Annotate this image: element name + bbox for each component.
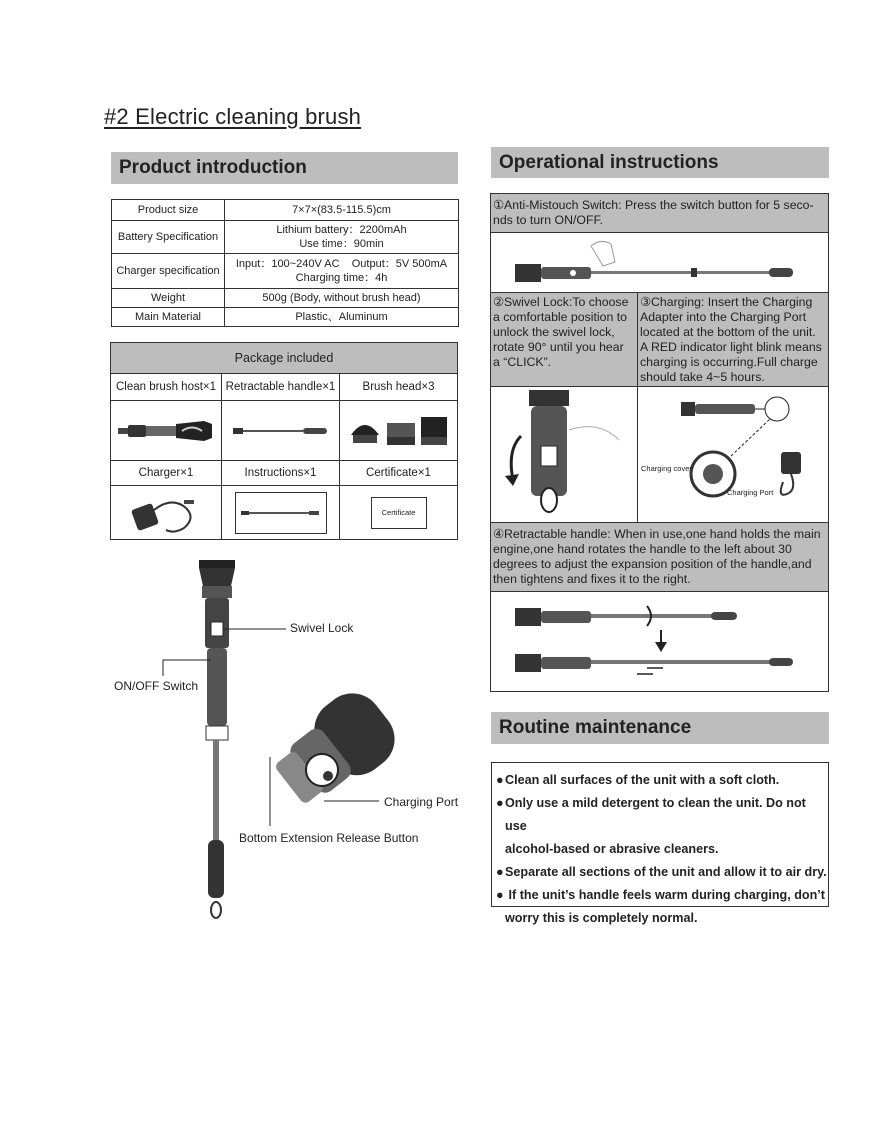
operational-heading [491,147,829,178]
step2-line: a comfortable position to [493,310,627,324]
charging-port-part [306,754,338,786]
step3-line: charging is occurring.Full charge [640,355,818,369]
pole [591,271,771,274]
list-item [496,769,828,792]
package-item-label: Brush head×3 [340,374,457,401]
operational-panel [490,193,829,692]
port-zoom-circle [765,397,789,421]
handle-bottom [208,840,224,898]
pole-joint [691,268,697,277]
brush-head [515,654,541,672]
bullet: ● [496,796,504,810]
step4-line: engine,one hand rotates the handle to the left about 30 [493,542,792,556]
bullet: ● [496,888,504,902]
spec-value: Plastic、Aluminum [225,308,459,327]
adapter-cable [781,474,794,495]
pole-short [591,614,731,618]
step2-text [493,295,628,370]
step1-text [493,198,814,228]
maintenance-line: alcohol-based or abrasive cleaners. [505,842,719,856]
handle-end [711,612,737,620]
list-item [496,792,828,861]
brush-head [681,402,695,416]
maintenance-line: worry this is completely normal. [505,911,698,925]
divider [491,591,828,592]
handle-end [769,658,793,666]
brush-head-top [199,560,235,568]
brush-collar [202,586,232,598]
port-closeup-center [703,464,723,484]
step2-line: unlock the swivel lock, [493,325,615,339]
divider [491,232,828,233]
bullet: ● [496,865,504,879]
step3-line: Adapter into the Charging Port [640,310,807,324]
hand-outline [591,241,615,266]
spec-value-line: Lithium battery：2200mAh [276,224,407,236]
step3-text [640,295,822,385]
spec-value-line: Use time：90min [299,238,384,250]
zoom-leader [731,418,771,456]
pole-long [591,660,791,664]
divider [491,386,828,387]
step4-line: then tightens and fixes it to the right. [493,572,691,586]
package-item-label: Clean brush host×1 [111,374,222,401]
package-item-label: Retractable handle×1 [222,374,340,401]
step2-line: ②Swivel Lock:To choose [493,295,629,309]
extend-arrows [637,668,663,674]
charging-port-small-label: Charging Port [727,488,774,497]
on-off-switch-label: ON/OFF Switch [114,679,199,693]
step3-illustration [641,390,825,520]
spec-label: Main Material [112,308,225,327]
package-heading: Package included [111,343,457,374]
charging-port-label: Charging Port [384,795,459,809]
brush-body [695,404,755,414]
list-item [496,884,828,930]
step1-illustration [511,238,801,288]
certificate-card: Certificate [371,497,427,529]
maintenance-list [491,762,829,925]
swivel-lock-part [541,446,557,466]
rotate-arrow [511,436,521,480]
extension-pole [213,740,219,840]
step3-line: ③Charging: Insert the Charging [640,295,813,309]
spec-value: 7×7×(83.5-115.5)cm [225,200,459,221]
maintenance-heading-text: Routine maintenance [499,717,692,738]
down-arrow-head [655,642,667,652]
spec-value-line: Input：100~240V AC Output：5V 500mA [235,258,448,270]
step1-line: ①Anti-Mistouch Switch: Press the switch button for 5 seco- [493,198,814,212]
bullet: ● [496,773,504,787]
step4-text [493,527,821,587]
swivel-lock-part [211,622,223,636]
hand-outline [569,427,619,440]
step4-illustration [511,602,811,682]
spec-label: Battery Specification [112,221,225,254]
spec-label: Product size [112,200,225,221]
operational-heading-text: Operational instructions [499,151,719,173]
maintenance-line: Only use a mild detergent to clean the unit. Do not use [505,796,806,833]
brush-head-cup [199,568,235,586]
spec-value: 500g (Body, without brush head) [225,289,459,308]
bottom-release-label: Bottom Extension Release Button [239,831,419,845]
charging-cover-label: Charging cover [641,464,692,473]
adapter-box [781,452,801,474]
spec-label: Charger specification [112,254,225,289]
document-title: #2 Electric cleaning brush [104,104,362,129]
step2-line: a “CLICK”. [493,355,552,369]
brush-head [515,608,541,626]
step1-line: nds to turn ON/OFF. [493,213,604,227]
spec-label: Weight [112,289,225,308]
swivel-lock-label: Swivel Lock [290,621,354,635]
step2-illustration [499,390,629,520]
product-intro-heading-text: Product introduction [119,157,307,178]
bottom-loop [541,488,557,512]
hang-loop [211,902,221,918]
divider [637,292,638,522]
step3-line: should take 4~5 hours. [640,370,765,384]
brush-collar [529,390,569,406]
maintenance-line: If the unit’s handle feels warm during charging, don’t [505,888,825,902]
brush-body [541,657,591,669]
list-item [496,861,828,884]
step4-line: degrees to adjust the expansion position of the handle,and [493,557,812,571]
brush-head [515,264,541,282]
spec-value-line: Charging time：4h [295,272,388,284]
charging-port-hole [323,771,333,781]
step2-line: rotate 90° until you hear [493,340,624,354]
maintenance-line: Clean all surfaces of the unit with a soft cloth. [505,773,780,787]
package-item-label: Certificate×1 [340,461,457,486]
brush-joint [206,726,228,740]
rotate-arrow-head [505,474,519,486]
step3-line: located at the bottom of the unit. [640,325,816,339]
package-item-label: Charger×1 [111,461,222,486]
on-off-leader [163,660,211,676]
maintenance-line: Separate all sections of the unit and allow it to air dry. [505,865,827,879]
package-item-label: Instructions×1 [222,461,340,486]
brush-body [541,267,591,279]
switch-dot [570,270,576,276]
step3-line: A RED indicator light blink means [640,340,822,354]
brush-body [541,611,591,623]
maintenance-heading [491,712,829,744]
handle-end [769,268,793,277]
step4-line: ④Retractable handle: When in use,one hand holds the main [493,527,821,541]
